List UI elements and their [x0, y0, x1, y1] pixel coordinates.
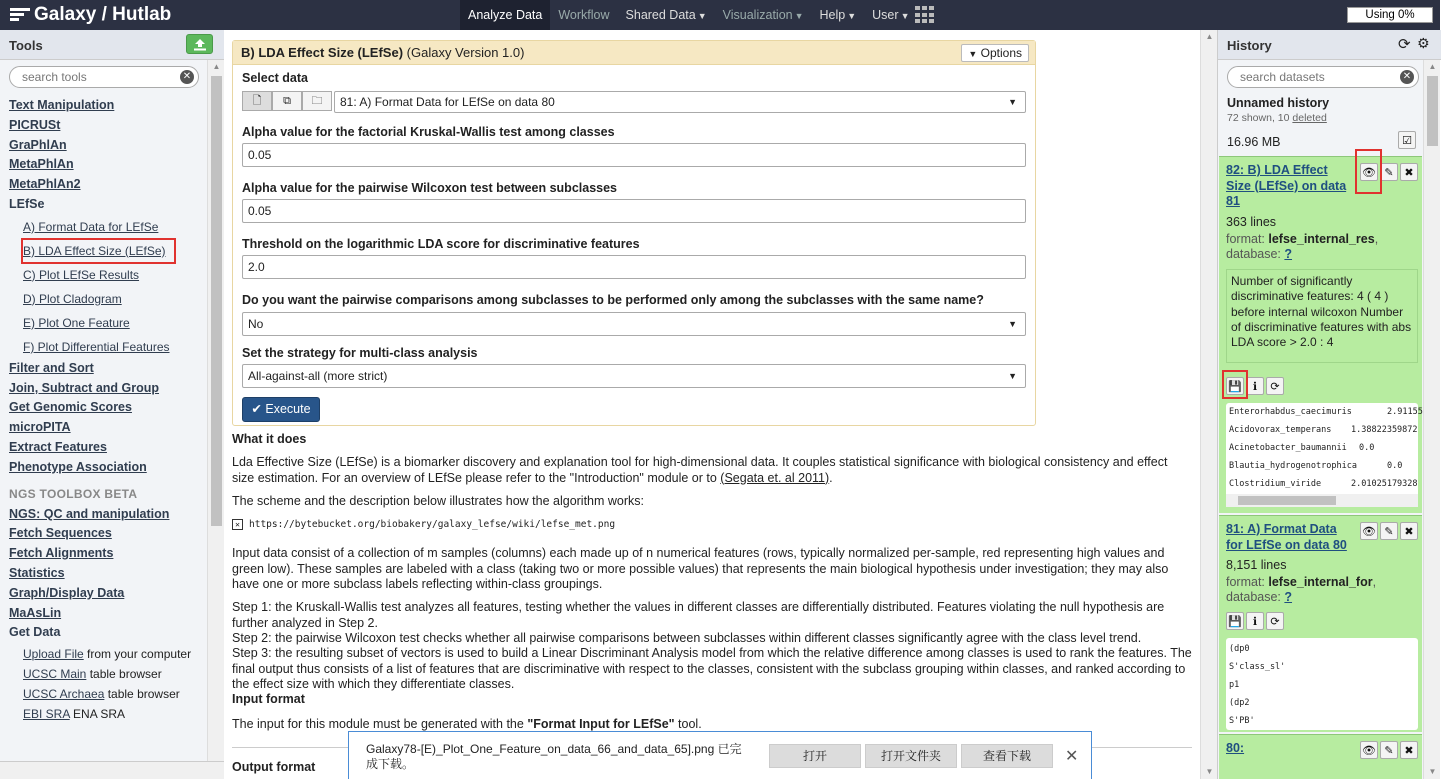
- eye-icon[interactable]: 👁: [1360, 522, 1378, 540]
- tool-plot-lefse-results[interactable]: C) Plot LEfSe Results: [23, 267, 140, 282]
- section-extract-features[interactable]: Extract Features: [9, 439, 107, 454]
- help-steps: [232, 600, 1192, 692]
- strategy-value: All-against-all (more strict): [248, 369, 388, 383]
- delete-x-icon[interactable]: ✖: [1400, 522, 1418, 540]
- section-metaphlan2[interactable]: MetaPhlAn2: [9, 177, 81, 192]
- nav-label: Help: [819, 8, 846, 22]
- nav-workflow[interactable]: [550, 0, 617, 30]
- caret-down-icon: ▼: [794, 11, 804, 21]
- eye-icon[interactable]: 👁: [1360, 163, 1378, 181]
- tool-form-version: (Galaxy Version 1.0): [406, 45, 525, 60]
- section-text-manipulation[interactable]: Text Manipulation: [9, 98, 115, 112]
- rerun-icon[interactable]: ⟳: [1266, 612, 1284, 630]
- tool-form: [232, 40, 1036, 426]
- section-phenotype-association[interactable]: Phenotype Association: [9, 459, 147, 474]
- tool-search-input[interactable]: [9, 66, 199, 88]
- history-size: 16.96 MB: [1227, 135, 1281, 149]
- dataset-search-placeholder: search datasets: [1240, 70, 1325, 84]
- peek-row: Enterorhabdus_caecimuris 2.91155: [1229, 407, 1423, 417]
- history-title: History: [1227, 38, 1272, 53]
- database-label: database:: [1226, 247, 1285, 261]
- section-filter-sort[interactable]: Filter and Sort: [9, 360, 94, 375]
- caret-down-icon: ▼: [847, 11, 857, 21]
- dataset-peek: [1226, 403, 1423, 507]
- quota-meter[interactable]: Using 0%: [1347, 7, 1433, 23]
- section-fetch-alignments[interactable]: Fetch Alignments: [9, 546, 114, 561]
- dataset-lines: 8,151 lines: [1226, 558, 1287, 572]
- peek-row: (dp2: [1229, 698, 1250, 708]
- tools-panel-header: [0, 30, 224, 60]
- help-scheme: The scheme and the description below illustrates how the algorithm works:: [232, 493, 645, 508]
- nav-shared-data[interactable]: [618, 0, 715, 30]
- history-counts: [1227, 112, 1327, 124]
- tool-ucsc-main[interactable]: [23, 667, 209, 682]
- info-icon[interactable]: ℹ: [1246, 377, 1264, 395]
- pencil-icon[interactable]: ✎: [1380, 741, 1398, 759]
- pairwise-label: Do you want the pairwise comparisons among subclasses to be performed only among the subclasses with the same name?: [242, 293, 984, 307]
- dataset-mode-buttons: [242, 91, 332, 111]
- scroll-thumb[interactable]: [1238, 496, 1336, 505]
- peek-row: p1: [1229, 680, 1240, 690]
- peek-row: Acidovorax_temperans 1.38822359872: [1229, 425, 1418, 435]
- format-label: format:: [1226, 575, 1269, 589]
- section-picrust[interactable]: PICRUSt: [9, 117, 61, 132]
- alpha-kw-input[interactable]: 0.05: [242, 143, 1026, 167]
- caret-down-icon: ▼: [1008, 97, 1017, 107]
- help-intro: [232, 455, 1192, 486]
- dataset-search-input[interactable]: [1227, 66, 1419, 88]
- gear-icon[interactable]: ⚙: [1417, 35, 1430, 51]
- tool-desc: ENA SRA: [69, 707, 126, 722]
- section-statistics[interactable]: Statistics: [9, 565, 65, 580]
- center-panel: [225, 30, 1200, 779]
- tool-desc: table browser: [104, 687, 180, 702]
- peek-row: S'PB': [1229, 716, 1255, 726]
- refresh-icon[interactable]: ⟳: [1398, 36, 1411, 53]
- dataset-title[interactable]: 80:: [1226, 741, 1245, 755]
- dataset-database: [1226, 590, 1292, 604]
- tool-link[interactable]: UCSC Archaea: [23, 687, 105, 702]
- delete-x-icon[interactable]: ✖: [1400, 163, 1418, 181]
- delete-x-icon[interactable]: ✖: [1400, 741, 1418, 759]
- dataset-format: format: lefse_internal_for,: [1226, 575, 1377, 589]
- dataset-title[interactable]: 82: B) LDA Effect Size (LEfSe) on data 81: [1226, 163, 1347, 208]
- tool-list: [9, 96, 209, 727]
- save-disk-icon[interactable]: 💾: [1226, 612, 1244, 630]
- tool-form-header: [233, 41, 1035, 65]
- pairwise-value: No: [248, 317, 264, 331]
- peek-row: S'class_sl': [1229, 662, 1286, 672]
- nav-label: Analyze Data: [468, 8, 543, 22]
- deleted-link[interactable]: deleted: [1292, 112, 1327, 124]
- open-folder-button[interactable]: 打开文件夹: [865, 744, 957, 768]
- tool-desc: table browser: [86, 667, 162, 682]
- help-text: Lda Effective Size (LEfSe) is a biomarker discovery and explanation tool for high-dimensional data. It couples statistical significance with biological consistency and effect size estimation. For an overview of LEfSe please refer to the "Introduction" module or to: [232, 455, 1168, 485]
- scroll-thumb[interactable]: [211, 76, 222, 526]
- main-nav: [460, 0, 917, 30]
- annotation-highlight-save: [1222, 370, 1248, 399]
- tool-search-placeholder: search tools: [22, 70, 87, 84]
- nav-user[interactable]: [864, 0, 917, 30]
- eye-icon[interactable]: 👁: [1360, 741, 1378, 759]
- open-file-button[interactable]: 打开: [769, 744, 861, 768]
- peek-row: (dp0: [1229, 644, 1250, 654]
- scroll-down-icon[interactable]: ▼: [1428, 767, 1437, 776]
- step2-text: Step 2: the pairwise Wilcoxon test checks whether all pairwise comparisons between subclasses within different classes significantly agree with the class level trend.: [232, 630, 1142, 645]
- caret-down-icon: ▼: [968, 49, 978, 59]
- dataset-database: [1226, 247, 1292, 261]
- scroll-down-icon[interactable]: ▼: [1205, 767, 1214, 776]
- section-fetch-sequences[interactable]: Fetch Sequences: [9, 526, 112, 541]
- select-data-label: Select data: [242, 71, 309, 85]
- section-get-data[interactable]: Get Data: [9, 625, 61, 640]
- rerun-icon[interactable]: ⟳: [1266, 377, 1284, 395]
- options-button[interactable]: [961, 44, 1029, 62]
- pairwise-select[interactable]: [242, 312, 1026, 336]
- format-label: format:: [1226, 232, 1269, 246]
- clear-search-icon[interactable]: ✕: [1400, 70, 1414, 84]
- peek-row: Acinetobacter_baumannii 0.0: [1229, 443, 1375, 453]
- check-icon: ✔: [251, 402, 262, 416]
- center-scrollbar[interactable]: [1200, 30, 1217, 779]
- section-maaslin[interactable]: MaAsLin: [9, 605, 62, 620]
- section-lefse[interactable]: LEfSe: [9, 196, 45, 211]
- tool-upload-file[interactable]: [23, 647, 209, 662]
- clear-search-icon[interactable]: ✕: [180, 70, 194, 84]
- citation-link[interactable]: (Segata et. al 2011): [720, 470, 830, 485]
- nav-visualization[interactable]: [715, 0, 812, 30]
- apps-grid-icon[interactable]: [915, 6, 935, 24]
- nav-label: Visualization: [722, 8, 793, 22]
- shown-count: 72 shown, 10: [1227, 112, 1293, 124]
- dataset-title[interactable]: 81: A) Format Data for LEfSe on data 80: [1226, 522, 1347, 552]
- tool-desc: from your computer: [83, 647, 192, 662]
- caret-down-icon: ▼: [697, 11, 707, 21]
- dataset-peek: [1226, 638, 1418, 730]
- tool-link[interactable]: EBI SRA: [23, 707, 70, 722]
- history-panel: [1217, 30, 1440, 779]
- help-text: .: [829, 470, 833, 485]
- close-icon[interactable]: ✕: [1065, 748, 1079, 765]
- history-item-80: [1219, 734, 1422, 779]
- view-downloads-button[interactable]: 查看下载: [961, 744, 1053, 768]
- what-it-does-heading: What it does: [232, 432, 307, 446]
- tool-plot-one-feature[interactable]: E) Plot One Feature: [23, 315, 130, 330]
- select-data-value: 81: A) Format Data for LEfSe on data 80: [340, 95, 555, 109]
- peek-row: Blautia_hydrogenotrophica 0.0: [1229, 461, 1403, 471]
- section-genomic-scores[interactable]: Get Genomic Scores: [9, 400, 132, 415]
- multiple-datasets-icon[interactable]: ⧉: [272, 91, 302, 111]
- select-data-dropdown[interactable]: [334, 91, 1026, 113]
- caret-down-icon: ▼: [1008, 371, 1017, 381]
- upload-icon: [193, 38, 207, 51]
- upload-button[interactable]: [186, 34, 213, 54]
- tools-scrollbar[interactable]: [207, 60, 224, 779]
- help-text: The input for this module must be generated with the: [232, 717, 528, 732]
- lda-threshold-label: Threshold on the logarithmic LDA score for discriminative features: [242, 237, 640, 251]
- tool-format-data-lefse[interactable]: A) Format Data for LEfSe: [23, 219, 159, 234]
- section-join-subtract-group[interactable]: Join, Subtract and Group: [9, 380, 160, 395]
- scroll-thumb[interactable]: [1427, 76, 1438, 146]
- peek-row: Clostridium_viride 2.01025179328: [1229, 479, 1418, 489]
- strategy-select[interactable]: [242, 364, 1026, 388]
- options-label: Options: [980, 46, 1022, 60]
- brand-title: Galaxy / Hutlab: [34, 4, 172, 25]
- history-item-82: [1219, 156, 1422, 513]
- section-graphlan[interactable]: GraPhlAn: [9, 137, 67, 152]
- select-items-icon[interactable]: ☑: [1398, 131, 1416, 149]
- strategy-label: Set the strategy for multi-class analysis: [242, 346, 478, 360]
- broken-image: [232, 517, 1192, 532]
- execute-label: Execute: [265, 402, 311, 416]
- section-ngs-qc[interactable]: NGS: QC and manipulation: [9, 506, 170, 521]
- history-scrollbar[interactable]: [1423, 60, 1440, 779]
- format-tool-name: "Format Input for LEfSe": [527, 717, 675, 732]
- lda-threshold-input[interactable]: 2.0: [242, 255, 1026, 279]
- galaxy-logo-icon: [10, 6, 30, 24]
- help-input-desc: Input data consist of a collection of m samples (columns) each made up of n numerical features (rows, typically normalized per-sample, red representing high values and green low). These samples are labeled with a class (taking two or more possible values) that represents the main biological hypothesis under investigation; they may also have one or more subclass labels reflecting within-class groupings.: [232, 546, 1169, 592]
- pencil-icon[interactable]: ✎: [1380, 163, 1398, 181]
- scroll-up-icon[interactable]: ▲: [1205, 32, 1214, 41]
- nav-analyze-data[interactable]: [460, 0, 550, 30]
- annotation-highlight-eye: [1355, 149, 1382, 194]
- single-dataset-icon[interactable]: 🗋: [242, 91, 272, 111]
- label-ngs-toolbox: NGS TOOLBOX BETA: [9, 486, 138, 501]
- database-label: database:: [1226, 590, 1285, 604]
- section-graph-display[interactable]: Graph/Display Data: [9, 585, 125, 600]
- masthead: [0, 0, 1440, 30]
- save-disk-icon[interactable]: 💾: [1226, 377, 1244, 395]
- dataset-collection-icon[interactable]: 🗀: [302, 91, 332, 111]
- output-format-heading: Output format: [232, 759, 316, 774]
- database-value[interactable]: ?: [1284, 247, 1293, 261]
- download-filename: Galaxy78-[E)_Plot_One_Feature_on_data_66_and_data_65].png 已完成下载。: [366, 742, 742, 771]
- execute-button[interactable]: [242, 397, 320, 422]
- input-format-heading: Input format: [232, 692, 305, 707]
- download-notification-bar: [348, 731, 1092, 779]
- section-metaphlan[interactable]: MetaPhlAn: [9, 157, 74, 172]
- tool-form-title: B) LDA Effect Size (LEfSe): [241, 45, 404, 60]
- tool-plot-cladogram[interactable]: D) Plot Cladogram: [23, 291, 122, 306]
- tool-ucsc-archaea[interactable]: [23, 687, 209, 702]
- tool-link[interactable]: Upload File: [23, 647, 84, 662]
- alpha-wilcoxon-input[interactable]: 0.05: [242, 199, 1026, 223]
- section-micropita[interactable]: microPITA: [9, 420, 71, 435]
- scroll-up-icon[interactable]: ▲: [1428, 62, 1437, 71]
- tools-title: Tools: [9, 38, 43, 53]
- alpha-wilcoxon-label: Alpha value for the pairwise Wilcoxon test between subclasses: [242, 181, 617, 195]
- dataset-format: format: lefse_internal_res,: [1226, 232, 1379, 246]
- brand-logo[interactable]: [10, 3, 171, 27]
- tool-ebi-sra[interactable]: [23, 707, 209, 722]
- broken-image-icon: ✕: [232, 519, 243, 530]
- tool-plot-differential-features[interactable]: F) Plot Differential Features: [23, 339, 170, 354]
- alpha-kw-label: Alpha value for the factorial Kruskal-Wallis test among classes: [242, 125, 615, 139]
- nav-label: Workflow: [558, 8, 610, 22]
- tools-bottom-scrollbar[interactable]: [0, 761, 224, 779]
- dataset-info: Number of significantly discriminative features: 4 ( 4 ) before internal wilcoxon Number of discriminative features with abs LDA score > 2.0 : 4: [1226, 269, 1418, 363]
- help-text: tool.: [674, 717, 702, 732]
- tool-lda-effect-size[interactable]: B) LDA Effect Size (LEfSe): [23, 240, 174, 262]
- nav-label: Shared Data: [625, 8, 696, 22]
- step1-text: Step 1: the Kruskall-Wallis test analyzes all features, testing whether the values in different classes are differentially distributed. Features violating the null hypothesis are further analyzed in Step 2.: [232, 600, 1165, 630]
- scroll-up-icon[interactable]: ▲: [212, 62, 221, 71]
- nav-help[interactable]: [812, 0, 865, 30]
- format-value: lefse_internal_for: [1268, 575, 1373, 589]
- caret-down-icon: ▼: [900, 11, 910, 21]
- dataset-lines: 363 lines: [1226, 215, 1277, 229]
- tools-panel: [0, 30, 224, 779]
- format-value: lefse_internal_res: [1268, 232, 1375, 246]
- info-icon[interactable]: ℹ: [1246, 612, 1264, 630]
- database-value[interactable]: ?: [1284, 590, 1293, 604]
- history-name[interactable]: Unnamed history: [1227, 96, 1330, 110]
- caret-down-icon: ▼: [1008, 319, 1017, 329]
- tool-link[interactable]: UCSC Main: [23, 667, 87, 682]
- history-header: [1218, 30, 1441, 60]
- peek-hscrollbar[interactable]: [1226, 494, 1418, 507]
- step3-text: Step 3: the resulting subset of vectors is used to build a Linear Discriminant Analysis model from which the relative difference among classes is used to rank the features. The final output thus consists of a list of features that are discriminative with respect to the classes, consistent with the subclass grouping within classes, and ranked according to the effect size with which they differentiate classes.: [232, 646, 1192, 691]
- history-item-81: [1219, 515, 1422, 732]
- nav-label: User: [872, 8, 899, 22]
- image-url: https://bytebucket.org/biobakery/galaxy_lefse/wiki/lefse_met.png: [249, 519, 616, 531]
- pencil-icon[interactable]: ✎: [1380, 522, 1398, 540]
